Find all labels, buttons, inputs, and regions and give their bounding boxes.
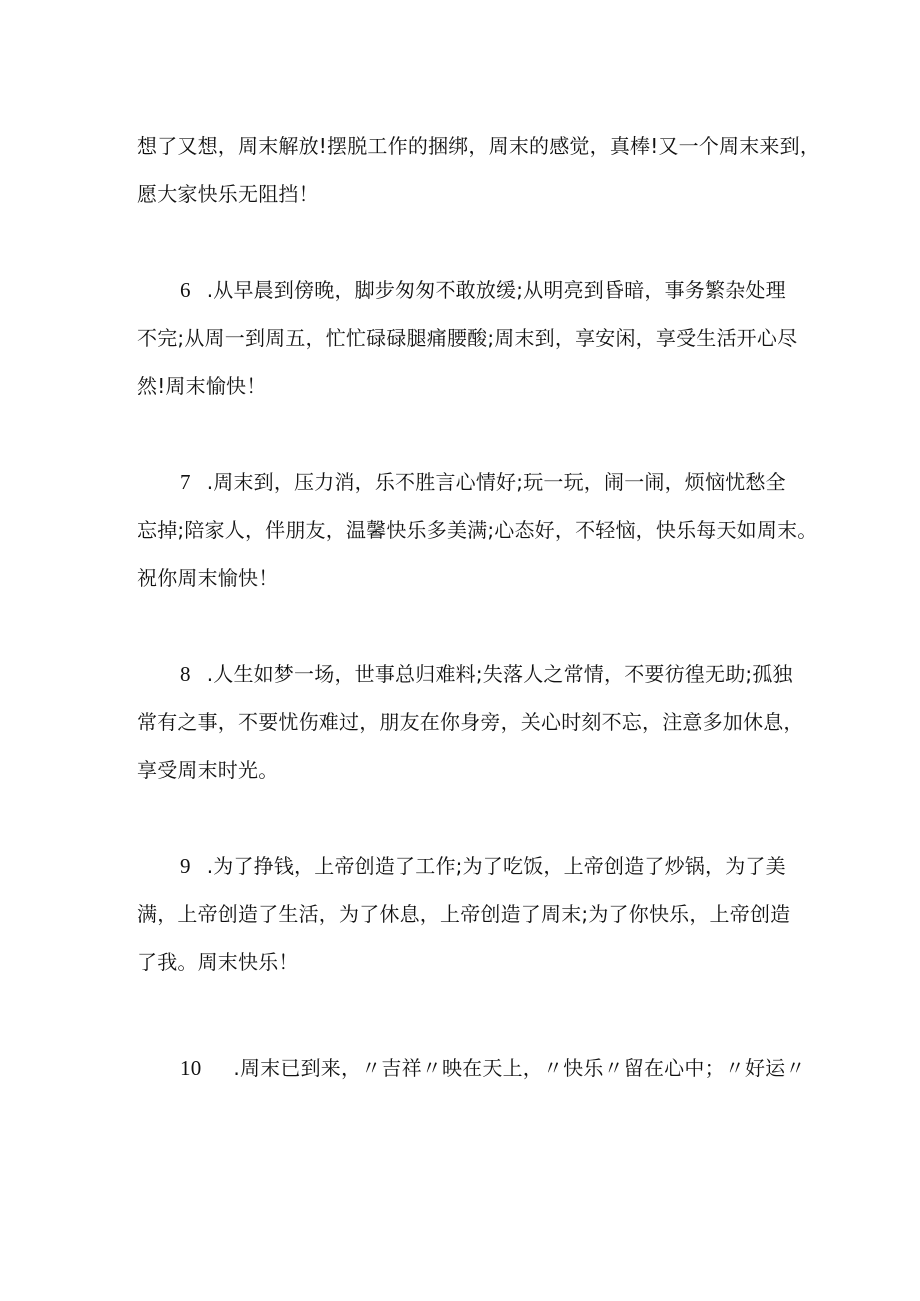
item-8-text-1: .人生如梦一场，世事总归难料;失落人之常情，不要彷徨无助;孤独 [206,662,793,686]
item-6-text-1: .从早晨到傍晚，脚步匆匆不敢放缓;从明亮到昏暗，事务繁杂处理 [206,278,786,302]
item-6-number: 6 [180,278,191,302]
intro-line-1: 想了又想，周末解放!摆脱工作的捆绑，周末的感觉，真棒!又一个周末来到， [137,134,821,158]
item-7-line-2: 忘掉;陪家人，伴朋友，温馨快乐多美满;心态好，不轻恼，快乐每天如周末。 [137,518,818,542]
intro-line-2: 愿大家快乐无阻挡！ [137,182,319,206]
item-8-line-1 [137,661,817,687]
item-9-line-1 [137,853,817,879]
item-10-line-1 [137,1055,817,1081]
item-7-number: 7 [180,470,191,494]
item-9-line-3: 了我。周末快乐！ [137,950,299,974]
item-6-line-1 [137,277,817,303]
item-7-text-1: .周末到，压力消，乐不胜言心情好;玩一玩，闹一闹，烦恼忧愁全 [206,470,786,494]
item-8-line-2: 常有之事，不要忧伤难过，朋友在你身旁，关心时刻不忘，注意多加休息， [137,710,804,734]
item-9-line-2: 满，上帝创造了生活，为了休息，上帝创造了周末;为了你快乐，上帝创造 [137,902,791,926]
item-9-number: 9 [180,854,191,878]
item-9-text-1: .为了挣钱，上帝创造了工作;为了吃饭，上帝创造了炒锅，为了美 [206,854,786,878]
item-7-line-3: 祝你周末愉快！ [137,566,279,590]
item-10-text-1: .周末已到来，〃吉祥〃映在天上，〃快乐〃留在心中；〃好运〃 [233,1056,806,1080]
item-10-number: 10 [180,1056,202,1080]
item-6-line-2: 不完;从周一到周五，忙忙碌碌腿痛腰酸;周末到，享安闲，享受生活开心尽 [137,326,798,350]
item-8-line-3: 享受周末时光。 [137,758,279,782]
item-8-number: 8 [180,662,191,686]
item-6-line-3: 然!周末愉快！ [137,374,267,398]
item-7-line-1 [137,469,817,495]
